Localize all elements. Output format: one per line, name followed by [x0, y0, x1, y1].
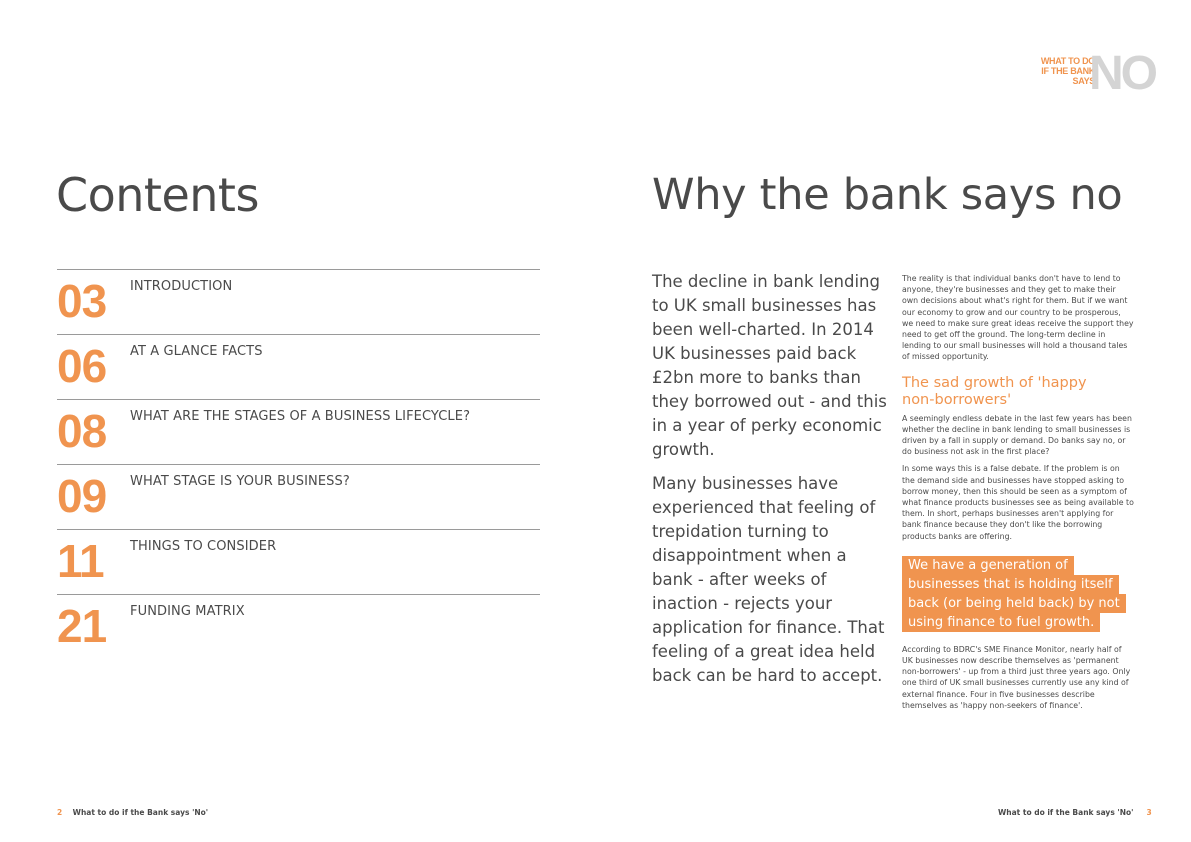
toc-label: AT A GLANCE FACTS	[130, 344, 263, 359]
footer-left	[57, 808, 208, 817]
sidebar-heading: The sad growth of 'happy non-borrowers'	[902, 374, 1087, 408]
toc-page-number: 08	[57, 405, 107, 457]
sidebar-closing: According to BDRC's SME Finance Monitor, nearly half of UK businesses now describe themselves as 'permanent non-borrowers' - up from a third just three years ago. Only one third of UK small businesses currently use any kind of external finance. Four in five businesses describe themselves as 'happy non-seekers of finance'.	[902, 644, 1131, 710]
logo-big-text: NO	[1089, 47, 1155, 100]
pull-quote-text: We have a generation of businesses that is holding itself back (or being held back) by not using finance to fuel growth.	[902, 556, 1126, 632]
contents-title: Contents	[56, 168, 259, 222]
toc-label: WHAT STAGE IS YOUR BUSINESS?	[130, 474, 350, 489]
toc-page-number: 06	[57, 340, 107, 392]
lead-paragraph: The decline in bank lending to UK small businesses has been well-charted. In 2014 UK businesses paid back £2bn more to banks than they borrowed out - and this in a year of perky economic growth.	[652, 272, 887, 459]
sidebar-intro: The reality is that individual banks don't have to lend to anyone, they're businesses and they get to make their own decisions about what's right for them. But if we want our economy to grow and our country to be prosperous, we need to make sure great ideas receive the support they need to get off the ground. The long-term decline in lending to our small businesses will hold a thousand tales of missed opportunity.	[902, 274, 1134, 362]
sidebar-paragraph: In some ways this is a false debate. If the problem is on the demand side and businesses have stopped asking to borrow money, then this should be seen as a symptom of what finance products businesses see as being available to them. In short, perhaps businesses aren't applying for bank finance because they don't like the borrowing products banks are offering.	[902, 464, 1134, 541]
toc-label: WHAT ARE THE STAGES OF A BUSINESS LIFECYCLE?	[130, 409, 471, 424]
toc-item[interactable]	[57, 399, 540, 464]
footer-right	[998, 808, 1152, 817]
lead-column	[652, 270, 892, 698]
sidebar-paragraph: A seemingly endless debate in the last few years has been whether the decline in bank lending to small businesses is driven by a fall in supply or demand. Do banks say no, or do business not ask in the first place?	[902, 413, 1132, 457]
section-title: Why the bank says no	[652, 170, 1123, 220]
toc-item[interactable]	[57, 334, 540, 399]
toc-page-number: 21	[57, 600, 107, 652]
brand-logo	[1040, 47, 1155, 100]
logo-small-text: WHAT TO DO IF THE BANK SAYS	[1040, 56, 1095, 86]
toc-label: FUNDING MATRIX	[130, 604, 245, 619]
toc-page-number: 11	[57, 535, 104, 587]
toc-item[interactable]	[57, 269, 540, 334]
table-of-contents	[57, 269, 540, 659]
footer-page-number: 3	[1146, 808, 1152, 817]
toc-label: INTRODUCTION	[130, 279, 233, 294]
toc-item[interactable]	[57, 594, 540, 659]
footer-page-number: 2	[57, 808, 63, 817]
lead-paragraph: Many businesses have experienced that feeling of trepidation turning to disappointment when a bank - after weeks of inaction - rejects your application for finance. That feeling of a great idea held back can be hard to accept.	[652, 474, 885, 685]
pull-quote	[902, 556, 1134, 632]
toc-label: THINGS TO CONSIDER	[130, 539, 277, 554]
toc-page-number: 09	[57, 470, 107, 522]
sidebar-column	[902, 273, 1134, 717]
footer-title: What to do if the Bank says 'No'	[72, 808, 209, 817]
toc-page-number: 03	[57, 275, 107, 327]
footer-title: What to do if the Bank says 'No'	[998, 808, 1134, 817]
toc-item[interactable]	[57, 464, 540, 529]
toc-item[interactable]	[57, 529, 540, 594]
